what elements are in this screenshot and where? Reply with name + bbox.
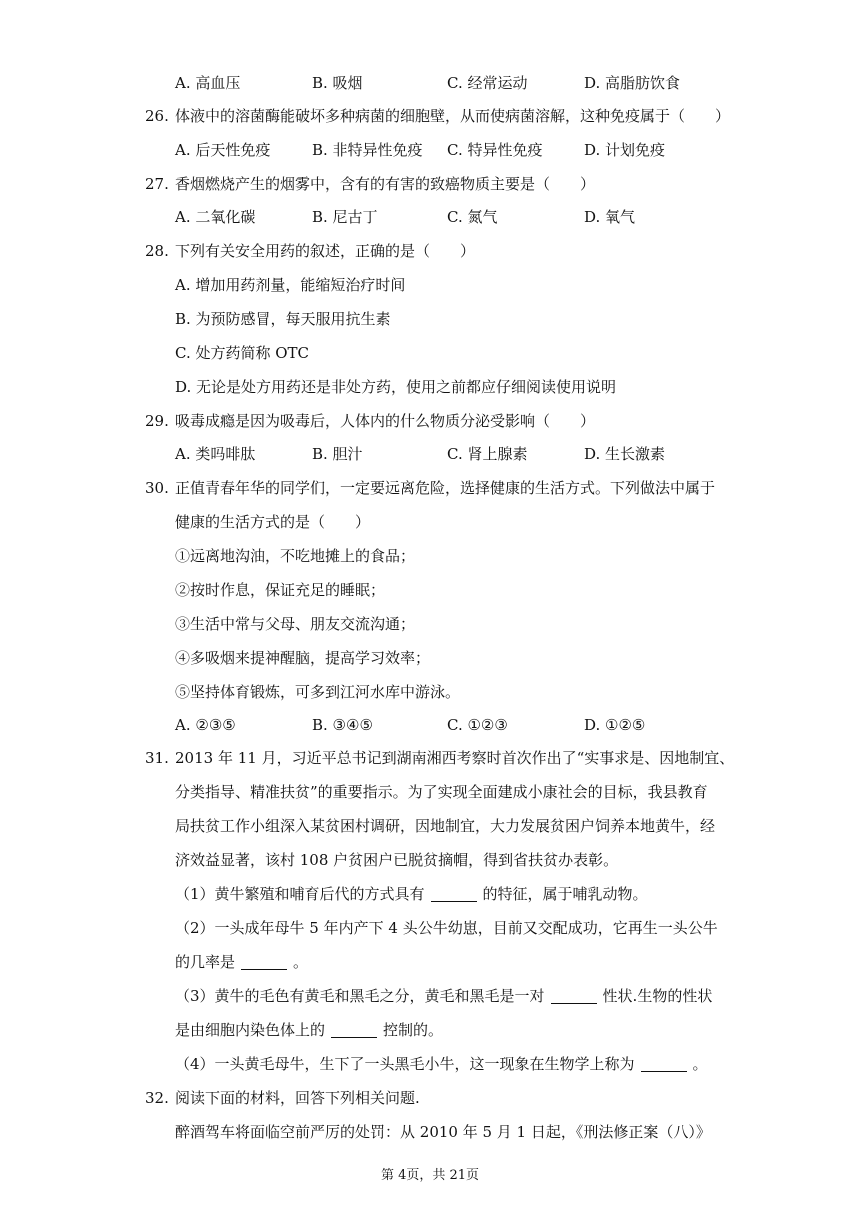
option-d: D. 生长激素: [584, 445, 666, 463]
list-item: ②按时作息，保证充足的睡眠；: [175, 581, 386, 599]
question-32-number: 32.: [145, 1089, 169, 1107]
option-d: D. 氧气: [584, 208, 636, 226]
option-d: D. 高脂肪饮食: [584, 74, 681, 92]
page-footer: 第 4页，共 21页: [380, 1168, 480, 1183]
answer-blank[interactable]: [551, 989, 597, 1004]
question-27-number: 27.: [145, 175, 169, 193]
list-item: ③生活中常与父母、朋友交流沟通；: [175, 615, 416, 633]
question-32-text: 阅读下面的材料，回答下列相关问题.: [175, 1089, 420, 1107]
list-item: ⑤坚持体育锻炼，可多到江河水库中游泳。: [175, 683, 461, 701]
list-item: ④多吸烟来提神醒脑，提高学习效率；: [175, 649, 431, 667]
option-b: B. ③④⑤: [312, 716, 373, 734]
question-26-text: 体液中的溶菌酶能破坏多种病菌的细胞壁，从而使病菌溶解，这种免疫属于（ ）: [175, 107, 731, 125]
sub-question-4: （4）一头黄毛母牛，生下了一头黑毛小牛，这一现象在生物学上称为 。: [175, 1055, 708, 1073]
question-32-paragraph: 醉酒驾车将面临空前严厉的处罚：从 2010 年 5 月 1 日起，《刑法修正案（八）》: [175, 1123, 711, 1141]
sub-question-3: （3）黄牛的毛色有黄毛和黑毛之分，黄毛和黑毛是一对 性状.生物的性状: [175, 987, 713, 1005]
option-d: D. 计划免疫: [584, 141, 666, 159]
question-30-text: 健康的生活方式的是（ ）: [175, 513, 371, 531]
answer-blank[interactable]: [241, 955, 287, 970]
option-a: A. 高血压: [175, 74, 241, 92]
answer-blank[interactable]: [641, 1057, 687, 1072]
option-a: A. 二氧化碳: [175, 208, 256, 226]
option-a: A. 增加用药剂量，能缩短治疗时间: [175, 276, 406, 294]
option-c: C. 肾上腺素: [447, 445, 528, 463]
option-d: D. ①②⑤: [584, 716, 646, 734]
answer-blank[interactable]: [431, 887, 477, 902]
option-b: B. 为预防感冒，每天服用抗生素: [175, 310, 391, 328]
question-29-text: 吸毒成瘾是因为吸毒后，人体内的什么物质分泌受影响（ ）: [175, 412, 596, 430]
option-b: B. 吸烟: [312, 74, 363, 92]
option-a: A. ②③⑤: [175, 716, 236, 734]
option-b: B. 尼古丁: [312, 208, 378, 226]
question-26-number: 26.: [145, 107, 169, 125]
question-28-text: 下列有关安全用药的叙述，正确的是（ ）: [175, 242, 476, 260]
question-31-paragraph: 济效益显著，该村 108 户贫困户已脱贫摘帽，得到省扶贫办表彰。: [175, 851, 619, 869]
option-d: D. 无论是处方用药还是非处方药，使用之前都应仔细阅读使用说明: [175, 378, 617, 396]
sub-question-2: （2）一头成年母牛 5 年内产下 4 头公牛幼崽，目前又交配成功，它再生一头公牛: [175, 919, 718, 937]
option-a: A. 类吗啡肽: [175, 445, 256, 463]
question-28-number: 28.: [145, 242, 169, 260]
option-a: A. 后天性免疫: [175, 141, 271, 159]
option-c: C. ①②③: [447, 716, 508, 734]
option-c: C. 氮气: [447, 208, 498, 226]
answer-blank[interactable]: [331, 1023, 377, 1038]
option-c: C. 特异性免疫: [447, 141, 543, 159]
option-c: C. 经常运动: [447, 74, 528, 92]
option-b: B. 非特异性免疫: [312, 141, 423, 159]
question-30-text: 正值青春年华的同学们，一定要远离危险，选择健康的生活方式。下列做法中属于: [175, 479, 716, 497]
list-item: ①远离地沟油，不吃地摊上的食品；: [175, 547, 416, 565]
option-b: B. 胆汁: [312, 445, 363, 463]
option-c: C. 处方药简称 OTC: [175, 344, 310, 362]
question-31-paragraph: 局扶贫工作小组深入某贫困村调研，因地制宜，大力发展贫困户饲养本地黄牛，经: [175, 817, 716, 835]
question-30-number: 30.: [145, 479, 169, 497]
question-29-number: 29.: [145, 412, 169, 430]
sub-question-3-cont: 是由细胞内染色体上的 控制的。: [175, 1021, 444, 1039]
question-31-number: 31.: [145, 749, 169, 767]
question-31-paragraph: 2013 年 11 月，习近平总书记到湖南湘西考察时首次作出了“实事求是、因地制宜、: [175, 749, 735, 767]
sub-question-2-cont: 的几率是 。: [175, 953, 309, 971]
sub-question-1: （1）黄牛繁殖和哺育后代的方式具有 的特征，属于哺乳动物。: [175, 885, 648, 903]
question-31-paragraph: 分类指导、精准扶贫”的重要指示。为了实现全面建成小康社会的目标，我县教育: [175, 783, 708, 801]
question-27-text: 香烟燃烧产生的烟雾中，含有的有害的致癌物质主要是（ ）: [175, 175, 596, 193]
